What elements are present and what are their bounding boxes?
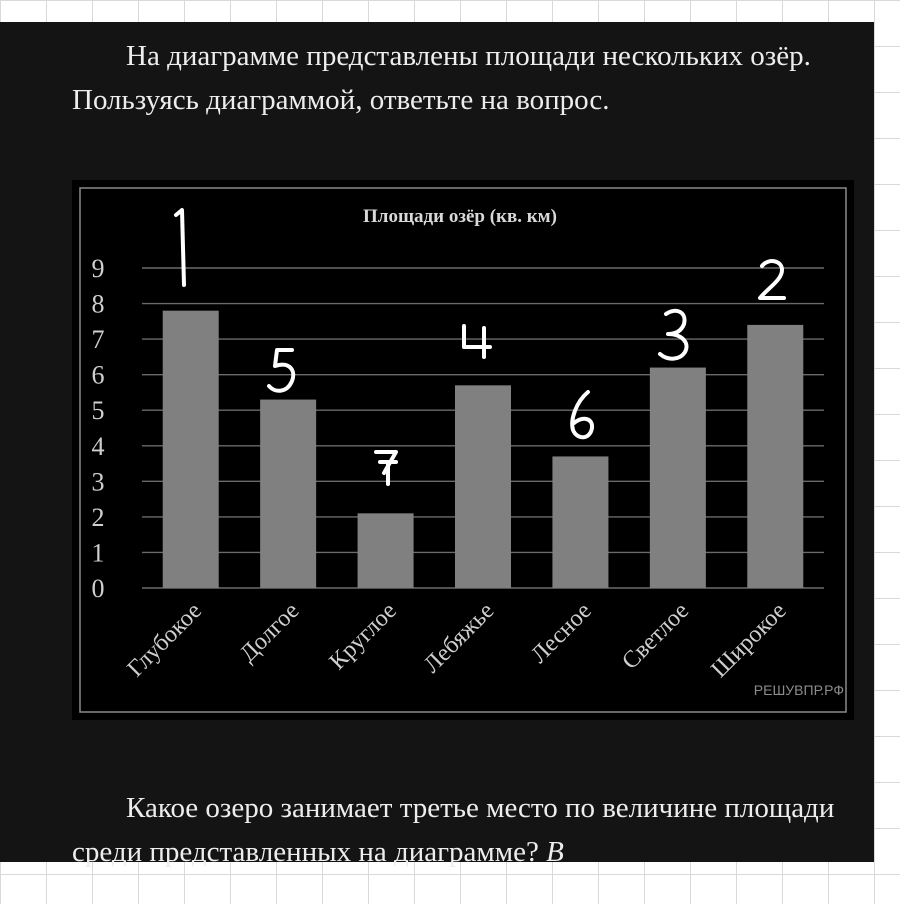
handwritten-rank-mark: [464, 326, 490, 357]
chart-title: Площади озёр (кв. км): [363, 206, 557, 227]
x-tick-label: Долгое: [234, 597, 305, 668]
bar: [260, 400, 316, 588]
y-tick-label: 8: [91, 289, 105, 319]
dark-worksheet: [0, 22, 874, 868]
y-tick-label: 9: [91, 254, 105, 283]
bar: [358, 513, 414, 588]
question-continuation: В: [546, 836, 564, 868]
lake-area-chart: [72, 180, 854, 720]
handwritten-rank-mark: [269, 350, 293, 391]
x-tick-label: Лесное: [526, 597, 597, 669]
y-tick-label: 3: [91, 467, 105, 497]
y-tick-label: 7: [91, 325, 105, 355]
x-tick-label: Широкое: [706, 597, 792, 684]
bar: [455, 385, 511, 588]
bar: [650, 368, 706, 588]
question-paragraph: [72, 786, 852, 874]
bar: [552, 456, 608, 588]
x-tick-label: Глубокое: [122, 597, 207, 683]
y-tick-label: 1: [91, 538, 105, 568]
bar: [747, 325, 803, 588]
chart-svg: [72, 180, 854, 720]
x-tick-label: Круглое: [324, 597, 402, 676]
y-tick-label: 4: [91, 431, 105, 461]
handwritten-rank-mark: [176, 210, 184, 285]
bar: [163, 311, 219, 588]
handwritten-rank-mark: [660, 311, 686, 359]
question-text: Какое озеро занимает третье место по величине площади среди представленных на диаграмме?: [72, 792, 835, 868]
x-tick-label: Лебяжье: [418, 597, 500, 679]
y-tick-label: 2: [91, 502, 105, 532]
handwritten-rank-mark: [572, 392, 592, 437]
intro-text: На диаграмме представлены площади нескольких озёр. Пользуясь диаграммой, ответьте на вопрос.: [72, 40, 811, 116]
x-tick-label: Светлое: [617, 597, 695, 675]
intro-paragraph: [72, 34, 852, 122]
handwritten-rank-mark: [760, 261, 784, 298]
y-tick-label: 5: [91, 396, 105, 426]
watermark: РЕШУВПР.РФ: [753, 682, 844, 698]
y-tick-label: 0: [91, 574, 105, 603]
y-tick-label: 6: [91, 360, 105, 390]
handwritten-rank-mark: [376, 452, 396, 484]
